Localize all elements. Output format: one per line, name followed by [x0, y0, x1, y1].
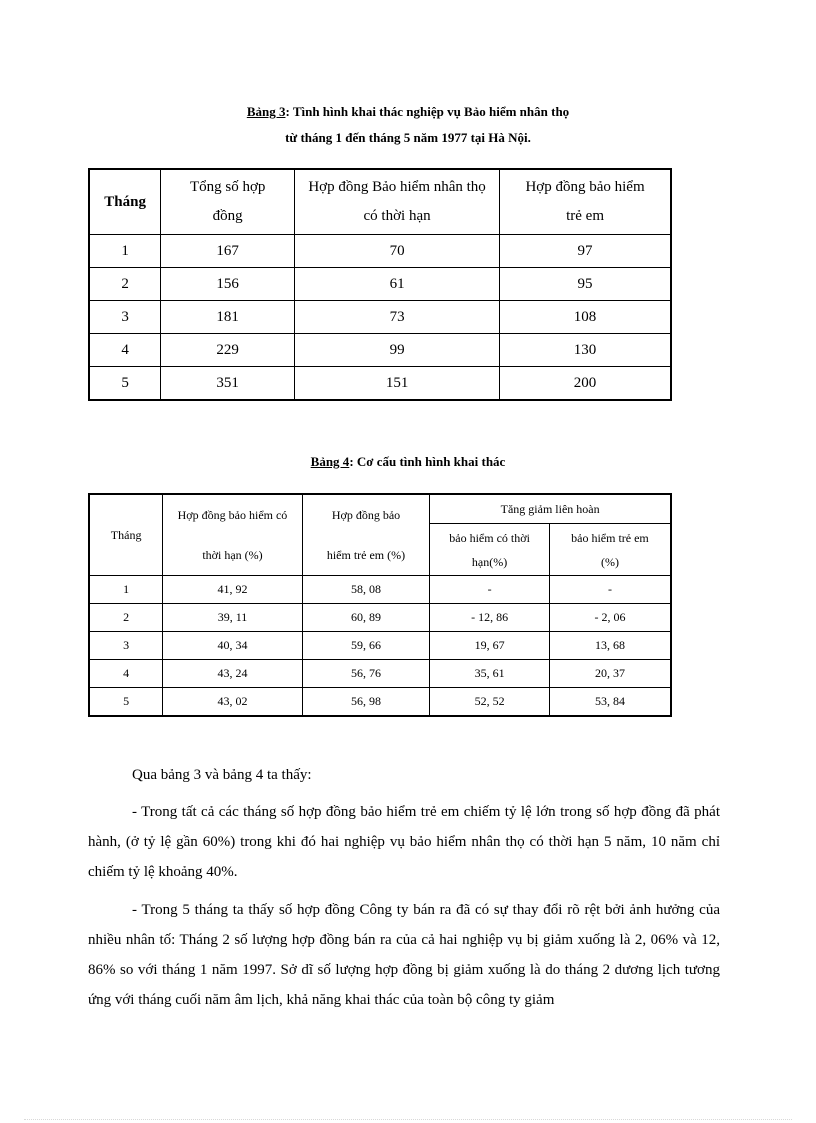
table3-cell-child: 95 — [500, 268, 671, 301]
table-row — [89, 367, 671, 401]
table4-header-term-share — [163, 494, 302, 576]
table3-caption — [0, 104, 816, 120]
table3-header-total — [161, 169, 295, 235]
table4-cell-change-term: - 12, 86 — [430, 604, 550, 632]
table4-cell-change-term: - — [430, 576, 550, 604]
table4-cell-change-term: 52, 52 — [430, 688, 550, 717]
table-row — [89, 235, 671, 268]
table4-cell-change-child: 13, 68 — [549, 632, 671, 660]
table4-cell-child-share: 56, 98 — [302, 688, 430, 717]
table4-cell-term-share: 43, 24 — [163, 660, 302, 688]
table-row — [89, 268, 671, 301]
table4-cell-change-child: 53, 84 — [549, 688, 671, 717]
table3-cell-month: 3 — [89, 301, 161, 334]
table4-cell-change-term: 19, 67 — [430, 632, 550, 660]
table3-header-total-text: Tổng số hợp đồng — [189, 179, 266, 224]
table4-header-change-term — [430, 524, 550, 576]
table3-cell-month: 4 — [89, 334, 161, 367]
table3-caption-label: Bảng 3 — [246, 104, 286, 119]
table3-header-child-text: Hợp đồng bảo hiểm trẻ em — [525, 179, 645, 224]
paragraph-1: - Trong tất cả các tháng số hợp đồng bảo hiểm trẻ em chiếm tỷ lệ lớn trong số hợp đồng đã phát hành, (ở tỷ lệ gần 60%) trong khi đó hai nghiệp vụ bảo hiểm nhân thọ có thời hạn 5 năm, 10 năm chỉ chiếm tỷ lệ khoảng 40%. — [88, 804, 720, 880]
table3-cell-total: 229 — [161, 334, 295, 367]
table3-cell-term: 73 — [295, 301, 500, 334]
table4-cell-change-child: - 2, 06 — [549, 604, 671, 632]
table-row — [89, 660, 671, 688]
table4-header-change-term-text: bảo hiểm có thời hạn(%) — [449, 530, 530, 569]
table4-header-child-share — [302, 494, 430, 576]
table3-cell-month: 1 — [89, 235, 161, 268]
table4-cell-child-share: 59, 66 — [302, 632, 430, 660]
table4-cell-month: 4 — [89, 660, 163, 688]
table4-cell-change-term: 35, 61 — [430, 660, 550, 688]
table4-header-change-child-text: bảo hiểm trẻ em (%) — [571, 530, 649, 569]
table4-header-month: Tháng — [89, 494, 163, 576]
table-row — [89, 334, 671, 367]
table3-cell-child: 130 — [500, 334, 671, 367]
table3-cell-term: 61 — [295, 268, 500, 301]
table3-cell-term: 99 — [295, 334, 500, 367]
table4-header-change-child — [549, 524, 671, 576]
table4-cell-change-child: - — [549, 576, 671, 604]
table3-header-term-text: Hợp đồng Bảo hiểm nhân thọ có thời hạn — [308, 179, 486, 224]
table4-cell-month: 3 — [89, 632, 163, 660]
intro-paragraph: Qua bảng 3 và bảng 4 ta thấy: — [132, 767, 312, 783]
table4-cell-child-share: 60, 89 — [302, 604, 430, 632]
table4-cell-term-share: 43, 02 — [163, 688, 302, 717]
table-row — [89, 688, 671, 717]
table3-cell-total: 156 — [161, 268, 295, 301]
table3-cell-month: 2 — [89, 268, 161, 301]
table3-caption-text: : Tình hình khai thác nghiệp vụ Bảo hiểm nhân thọ — [285, 104, 570, 119]
table4-header-row-1 — [89, 494, 671, 524]
table3-cell-total: 351 — [161, 367, 295, 401]
table3-header-month: Tháng — [89, 169, 161, 235]
table-row — [89, 604, 671, 632]
table4-caption-text: : Cơ cấu tình hình khai thác — [349, 454, 506, 469]
table3-header-child — [500, 169, 671, 235]
table4-cell-term-share: 40, 34 — [163, 632, 302, 660]
table4-header-change: Tăng giảm liên hoàn — [430, 494, 671, 524]
table3-header-row — [89, 169, 671, 235]
table4-cell-term-share: 39, 11 — [163, 604, 302, 632]
page-bottom-divider — [24, 1119, 792, 1120]
table3-cell-child: 97 — [500, 235, 671, 268]
table3-cell-term: 70 — [295, 235, 500, 268]
table4-cell-term-share: 41, 92 — [163, 576, 302, 604]
table3 — [88, 168, 672, 401]
table4-cell-change-child: 20, 37 — [549, 660, 671, 688]
table3-cell-child: 108 — [500, 301, 671, 334]
table3-cell-child: 200 — [500, 367, 671, 401]
table3-cell-total: 181 — [161, 301, 295, 334]
table3-caption-line2: từ tháng 1 đến tháng 5 năm 1977 tại Hà Nội. — [285, 130, 531, 145]
table3-cell-total: 167 — [161, 235, 295, 268]
table4 — [88, 493, 672, 717]
table4-cell-month: 2 — [89, 604, 163, 632]
table3-cell-month: 5 — [89, 367, 161, 401]
table-row — [89, 301, 671, 334]
table4-caption-label: Bảng 4 — [310, 454, 350, 469]
table3-cell-term: 151 — [295, 367, 500, 401]
table4-cell-child-share: 58, 08 — [302, 576, 430, 604]
table4-header-child-share-text: Hợp đồng bảo hiểm trẻ em (%) — [326, 508, 406, 562]
table4-header-term-share-text: Hợp đồng bảo hiểm có thời hạn (%) — [177, 508, 288, 562]
table4-cell-child-share: 56, 76 — [302, 660, 430, 688]
table-row — [89, 632, 671, 660]
paragraph-2: - Trong 5 tháng ta thấy số hợp đồng Công ty bán ra đã có sự thay đổi rõ rệt bởi ảnh hưởng của nhiều nhân tố: Tháng 2 số lượng hợp đồng bán ra của cả hai nghiệp vụ bị giảm xuống là 2, 06% và 12, 86% so với tháng 1 năm 1997. Sở dĩ số lượng hợp đồng bị giảm xuống là do tháng 2 dương lịch tương ứng với tháng cuối năm âm lịch, khả năng khai thác của toàn bộ công ty giảm — [88, 902, 720, 1008]
table4-caption — [0, 454, 816, 470]
table-row — [89, 576, 671, 604]
table4-cell-month: 1 — [89, 576, 163, 604]
table4-cell-month: 5 — [89, 688, 163, 717]
table3-header-term — [295, 169, 500, 235]
